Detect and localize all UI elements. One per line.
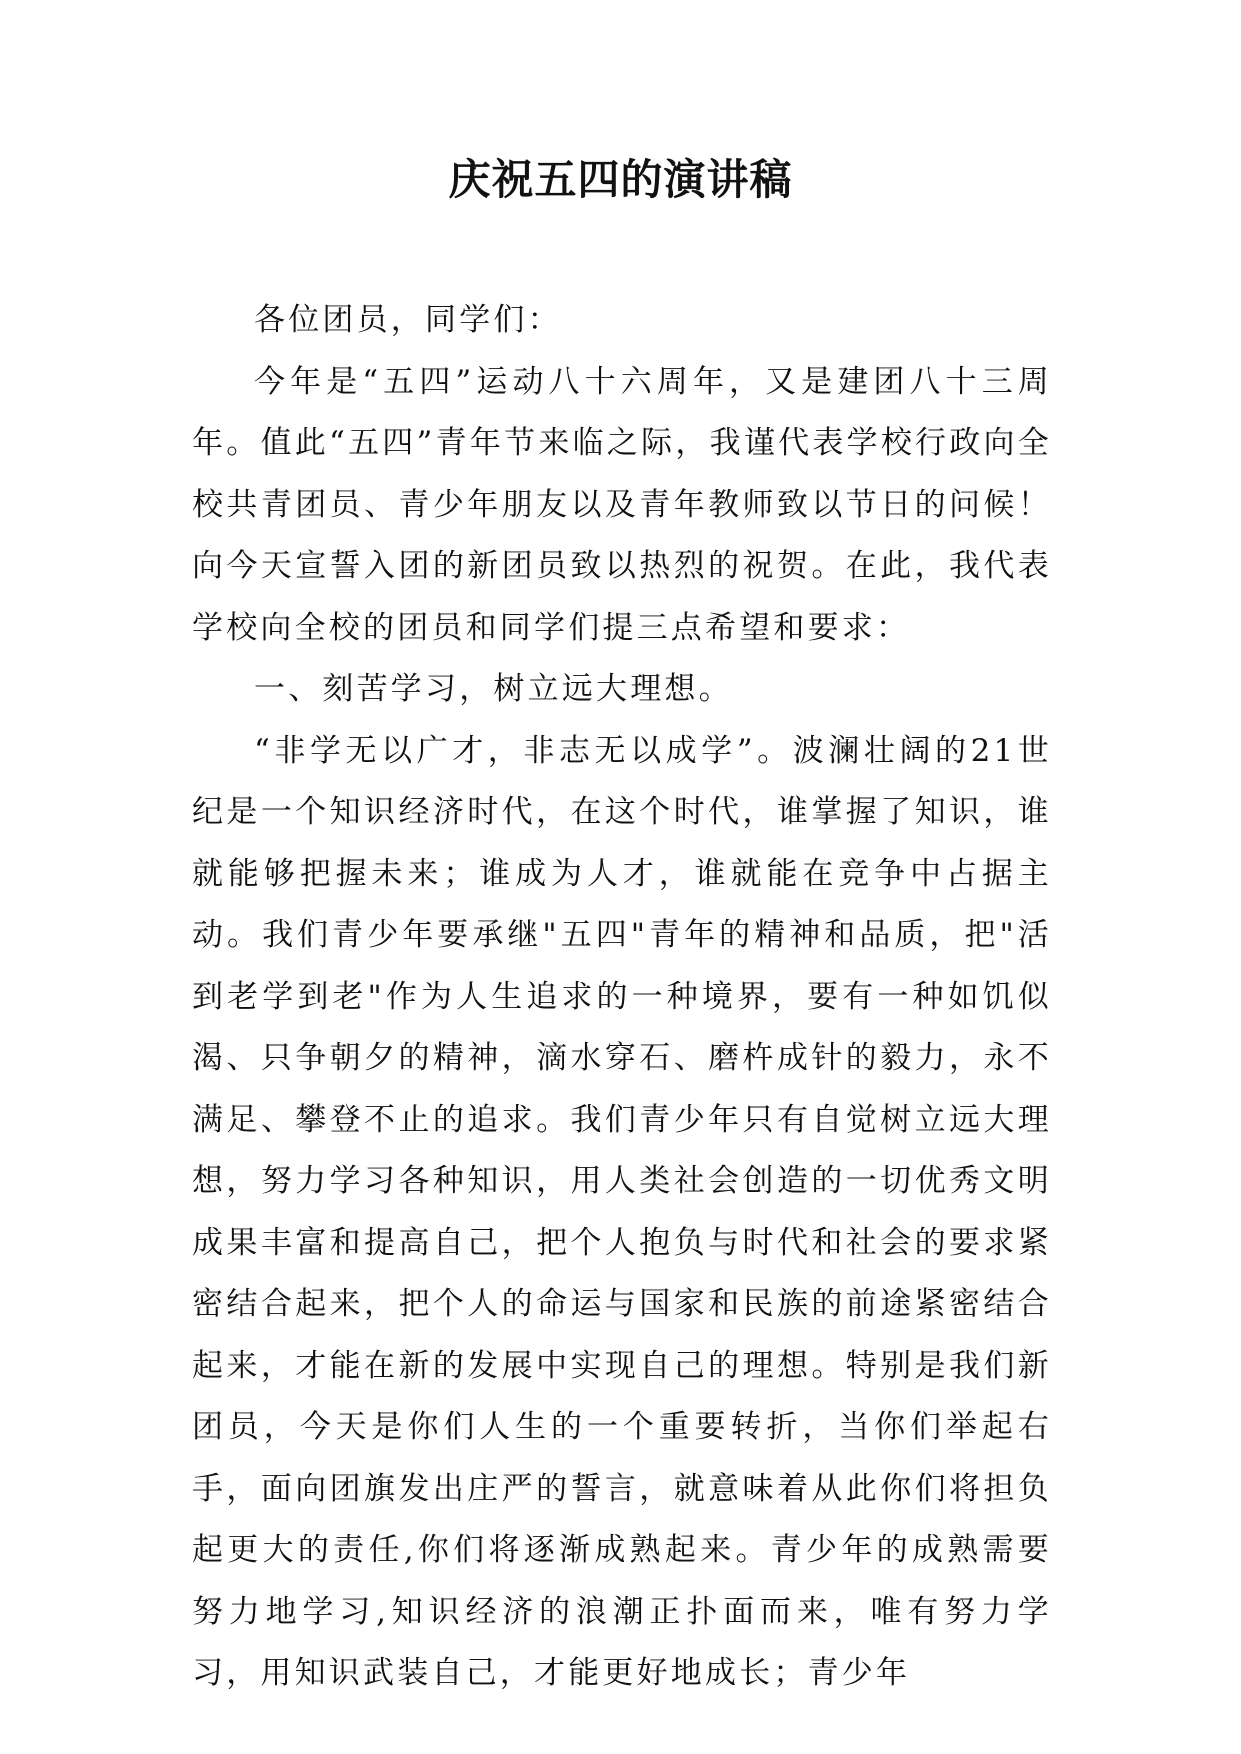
section-heading-paragraph: 一、刻苦学习，树立远大理想。 bbox=[254, 671, 733, 707]
body-paragraph: “非学无以广才，非志无以成学”。波澜壮阔的21世纪是一个知识经济时代，在这个时代，谁掌握了知识，谁就能够把握未来；谁成为人才，谁就能在竞争中占据主动。我们青少年要承继"五四"青年的精神和品质，把"活到老学到老"作为人生追求的一种境界，要有一种如饥似渴、只争朝夕的精神，滴水穿石、磨杵成针的毅力，永不满足、攀登不止的追求。我们青少年只有自觉树立远大理想，努力学习各种知识，用人类社会创造的一切优秀文明成果丰富和提高自己，把个人抱负与时代和社会的要求紧密结合起来，把个人的命运与国家和民族的前途紧密结合起来，才能在新的发展中实现自己的理想。特别是我们新团员，今天是你们人生的一个重要转折，当你们举起右手，面向团旗发出庄严的誓言，就意味着从此你们将担负起更大的责任,你们将逐渐成熟起来。青少年的成熟需要努力地学习,知识经济的浪潮正扑面而来，唯有努力学习，用知识武装自己，才能更好地成长；青少年 bbox=[192, 732, 1052, 1691]
document-body bbox=[192, 290, 1052, 1705]
salutation-paragraph: 各位团员，同学们： bbox=[254, 302, 562, 338]
opening-paragraph: 今年是“五四”运动八十六周年，又是建团八十三周年。值此“五四”青年节来临之际，我谨代表学校行政向全校共青团员、青少年朋友以及青年教师致以节日的问候！向今天宣誓入团的新团员致以热烈的祝贺。在此，我代表学校向全校的团员和同学们提三点希望和要求： bbox=[192, 363, 1052, 646]
document-title: 庆祝五四的演讲稿 bbox=[448, 155, 793, 204]
